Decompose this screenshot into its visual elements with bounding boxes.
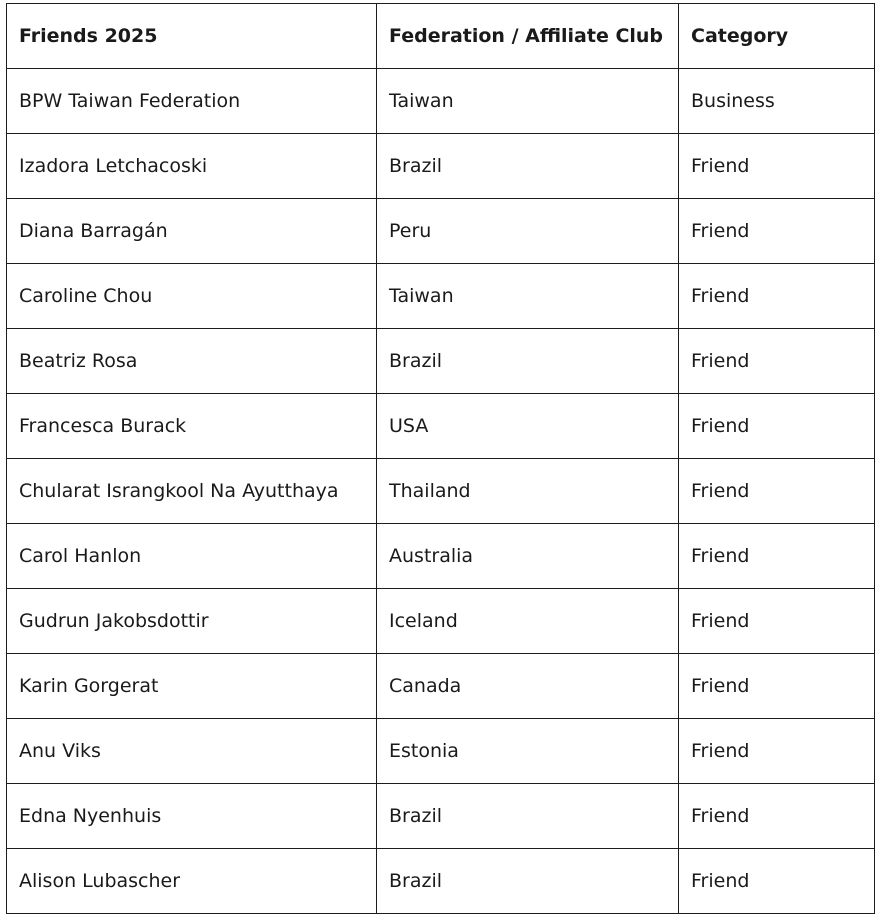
cell-name: Karin Gorgerat xyxy=(7,654,377,719)
table-row xyxy=(7,784,875,849)
table-row xyxy=(7,849,875,914)
cell-category: Friend xyxy=(679,589,875,654)
cell-category: Friend xyxy=(679,459,875,524)
cell-federation: USA xyxy=(377,394,679,459)
cell-name: Anu Viks xyxy=(7,719,377,784)
cell-name: Diana Barragán xyxy=(7,199,377,264)
header-category: Category xyxy=(679,4,875,69)
cell-name: Beatriz Rosa xyxy=(7,329,377,394)
cell-federation: Brazil xyxy=(377,784,679,849)
cell-category: Business xyxy=(679,69,875,134)
cell-name: Edna Nyenhuis xyxy=(7,784,377,849)
cell-category: Friend xyxy=(679,524,875,589)
cell-name: Caroline Chou xyxy=(7,264,377,329)
header-federation: Federation / Affiliate Club xyxy=(377,4,679,69)
cell-category: Friend xyxy=(679,719,875,784)
cell-federation: Estonia xyxy=(377,719,679,784)
cell-federation: Brazil xyxy=(377,134,679,199)
cell-category: Friend xyxy=(679,199,875,264)
cell-federation: Australia xyxy=(377,524,679,589)
cell-federation: Brazil xyxy=(377,329,679,394)
table-row xyxy=(7,719,875,784)
table-row xyxy=(7,134,875,199)
cell-category: Friend xyxy=(679,654,875,719)
table-row xyxy=(7,459,875,524)
table-row xyxy=(7,264,875,329)
cell-federation: Iceland xyxy=(377,589,679,654)
cell-name: Chularat Israngkool Na Ayutthaya xyxy=(7,459,377,524)
cell-name: Izadora Letchacoski xyxy=(7,134,377,199)
cell-name: Alison Lubascher xyxy=(7,849,377,914)
cell-federation: Taiwan xyxy=(377,264,679,329)
cell-federation: Peru xyxy=(377,199,679,264)
cell-federation: Brazil xyxy=(377,849,679,914)
cell-category: Friend xyxy=(679,134,875,199)
table-row xyxy=(7,394,875,459)
cell-federation: Canada xyxy=(377,654,679,719)
cell-federation: Thailand xyxy=(377,459,679,524)
cell-category: Friend xyxy=(679,264,875,329)
header-friends: Friends 2025 xyxy=(7,4,377,69)
cell-name: Francesca Burack xyxy=(7,394,377,459)
cell-name: Carol Hanlon xyxy=(7,524,377,589)
cell-name: BPW Taiwan Federation xyxy=(7,69,377,134)
table-row xyxy=(7,654,875,719)
table-header-row xyxy=(7,4,875,69)
cell-category: Friend xyxy=(679,849,875,914)
cell-category: Friend xyxy=(679,784,875,849)
cell-category: Friend xyxy=(679,329,875,394)
table-row xyxy=(7,589,875,654)
table-row xyxy=(7,199,875,264)
cell-category: Friend xyxy=(679,394,875,459)
table-row xyxy=(7,524,875,589)
friends-table-container xyxy=(6,3,875,914)
friends-table xyxy=(6,3,875,914)
table-row xyxy=(7,69,875,134)
cell-name: Gudrun Jakobsdottir xyxy=(7,589,377,654)
cell-federation: Taiwan xyxy=(377,69,679,134)
table-row xyxy=(7,329,875,394)
